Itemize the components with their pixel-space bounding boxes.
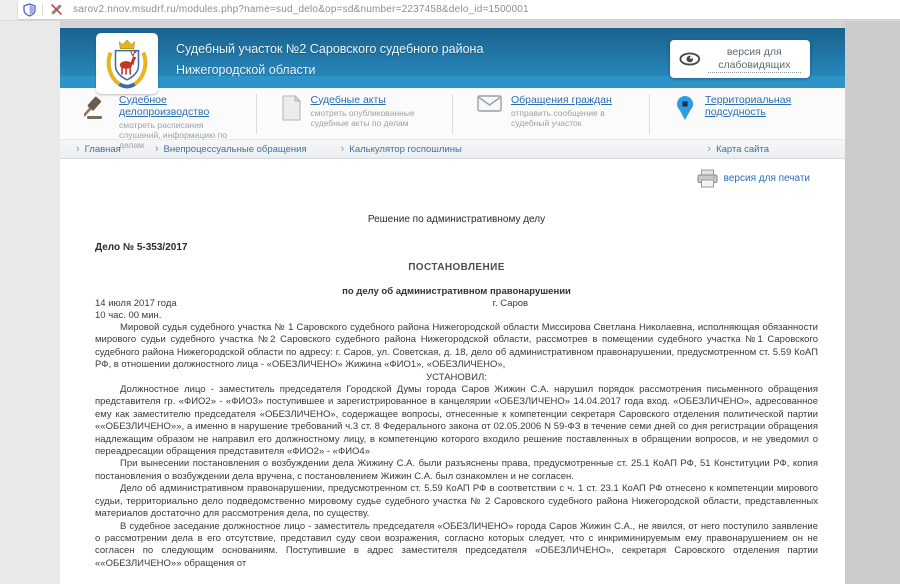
region-coat-of-arms <box>96 33 158 94</box>
page-background <box>0 21 900 584</box>
nav-link-territorialnaya-podsudnost[interactable]: Территориальная подсудность <box>705 93 792 118</box>
document-type-title: Решение по административному делу <box>367 214 546 225</box>
tracking-protection-shield-icon[interactable] <box>18 2 40 18</box>
print-version-link[interactable] <box>95 169 818 188</box>
document-place: г. Саров <box>492 298 529 309</box>
accessibility-version-button[interactable] <box>670 40 810 78</box>
nav-item-territorialnaya-podsudnost[interactable] <box>649 94 846 134</box>
nav-link-obrashcheniya-grazhdan[interactable]: Обращения граждан <box>511 93 612 106</box>
paragraph: В судебное заседание должностное лицо - заместитель председателя «ОБЕЗЛИЧЕНО» города Саров Жижин С.А., не явился, от него поступило заявление о рассмотрении дела в его отсутствие, представил суду свои возражения, согласно которых следует, что с инкриминируемым ему правонарушением он не согласен по следующим основаниям. Поступившие в адрес заместителя председателя «ОБЕЗЛИЧЕНО», секретаря Саровского отделения партии ««ОБЕЗЛИЧЕНО»» обращения от <box>95 520 818 569</box>
case-number: Дело № 5-353/2017 <box>95 242 188 253</box>
eye-icon <box>679 49 701 69</box>
nav-link-sudebnye-akty[interactable]: Судебные акты <box>310 93 386 106</box>
document-body <box>95 322 818 570</box>
accessibility-version-label: версия для слабовидящих <box>708 46 801 73</box>
document-time: 10 час. 00 мин. <box>95 310 162 321</box>
menu-item-karta-sajta[interactable] <box>707 143 769 155</box>
paragraph: Должностное лицо - заместитель председателя Городской Думы города Саров Жижин С.А. нарушил порядок рассмотрения письменного обращения представителя гр. «ФИО2» - «ФИО3» поступившее и зарегистрированное в канцелярии «ОБЕЗЛИЧЕНО» 14.04.2017 года вход. «ОБЕЗЛИЧЕНО», адресованное ему как заместителю председателя «ОБЕЗЛИЧЕНО», содержащее вопросы, отнесенные к компетенции секретаря Саровского отделения политической партии ««ОБЕЗЛИЧЕНО»», а именно в нарушение требований ч.3 ст. 8 Федерального закона от 02.05.2006 N 59-ФЗ в течение семи дней со дня регистрации обращения надлежащим образом не направил его должностному лицу, в компетенцию которого входило решение поставленных в обращении вопросов, и не уведомил о переадресации обращения представителя «ФИО2» - «ФИО4» <box>95 384 818 458</box>
menu-item-vneprocessualnye-obrashcheniya[interactable] <box>155 143 307 155</box>
date-place-row <box>95 298 818 310</box>
menu-item-kalkulyator-gosposhliny[interactable] <box>341 143 462 155</box>
paragraph: Дело об административном правонарушении, предусмотренном ст. 5.59 КоАП РФ в соответствии с ч. 1 ст. 23.1 КоАП РФ отнесено к компетенции мирового судьи, территориально дело подведомственно мировому судье судебного участка № 2 Саровского судебного района Нижегородской области, представленных материалов достаточно для рассмотрения дела, по существу. <box>95 483 818 520</box>
browser-address-bar[interactable] <box>0 0 900 20</box>
document-date: 14 июля 2017 года <box>95 298 177 309</box>
nav-item-sudebnye-akty[interactable] <box>256 94 453 134</box>
menu-item-label[interactable]: Калькулятор госпошлины <box>349 143 462 155</box>
gavel-icon <box>84 95 110 121</box>
url-text[interactable]: sarov2.nnov.msudrf.ru/modules.php?name=sud_delo&op=sd&number=2237458&delo_id=1500001 <box>73 4 529 15</box>
chevron-icon <box>76 143 80 155</box>
paragraph: Мировой судья судебного участка № 1 Саровского судебного района Нижегородской области Миссирова Светлана Николаевна, исполняющая обязанности мирового судьи судебного участка №2 Саровского судебного района Нижегородской области, рассмотрев в помещении судебного участка №1 Саровского судебного района Нижегородской области по адресу: г. Саров, ул. Советская, д. 18, дело об административном правонарушении, предусмотренном ст. 5.59 КоАП РФ, в отношении должностного лица - «ОБЕЗЛИЧЕНО» Жижина «ФИО1», «ОБЕЗЛИЧЕНО», <box>95 322 818 371</box>
document-heading: ПОСТАНОВЛЕНИЕ <box>408 262 505 273</box>
nav-desc: смотреть расписания слушаний, информацию по делам <box>119 119 228 150</box>
menu-item-label[interactable]: Внепроцессуальные обращения <box>163 143 307 155</box>
main-content <box>60 159 845 584</box>
chevron-icon <box>341 143 345 155</box>
browser-edge <box>0 0 18 20</box>
coat-of-arms-icon <box>104 38 150 90</box>
nav-desc: отправить сообщение в судебный участок <box>511 107 605 128</box>
chevron-icon <box>707 143 711 155</box>
nav-link-sudebnoe-deloproizvodstvo[interactable]: Судебное делопроизводство <box>119 93 210 118</box>
site-title-line1: Судебный участок №2 Саровского судебного района <box>176 42 484 56</box>
site-header <box>60 28 845 88</box>
menu-item-glavnaya[interactable] <box>76 143 121 155</box>
menu-item-label[interactable]: Карта сайта <box>716 143 769 155</box>
document-icon <box>281 95 302 121</box>
nav-desc: смотреть опубликованные судебные акты по делам <box>310 107 415 128</box>
print-version-label[interactable]: версия для печати <box>723 173 810 184</box>
envelope-icon <box>477 95 502 112</box>
chevron-icon <box>155 143 159 155</box>
site-column <box>60 28 845 584</box>
resolution-word: УСТАНОВИЛ: <box>426 371 487 383</box>
map-pin-icon <box>674 95 697 121</box>
document-subheading: по делу об административном правонарушении <box>342 286 571 297</box>
printer-icon <box>697 169 718 188</box>
paragraph: При вынесении постановления о возбуждении дела Жижину С.А. были разъяснены права, предусмотренные ст. 25.1 КоАП РФ, 51 Конституции РФ, копия постановления о возбуждении дела вручена, с постановлением Жижин С.А. был ознакомлен и не согласен. <box>95 458 818 482</box>
site-title-line2: Нижегородской области <box>176 63 316 77</box>
permission-blocked-icon[interactable] <box>45 2 67 18</box>
nav-item-obrashcheniya-grazhdan[interactable] <box>452 94 649 134</box>
site-title <box>176 39 483 81</box>
divider <box>42 3 43 16</box>
menu-item-label[interactable]: Главная <box>84 143 121 155</box>
secondary-menu <box>60 140 845 159</box>
